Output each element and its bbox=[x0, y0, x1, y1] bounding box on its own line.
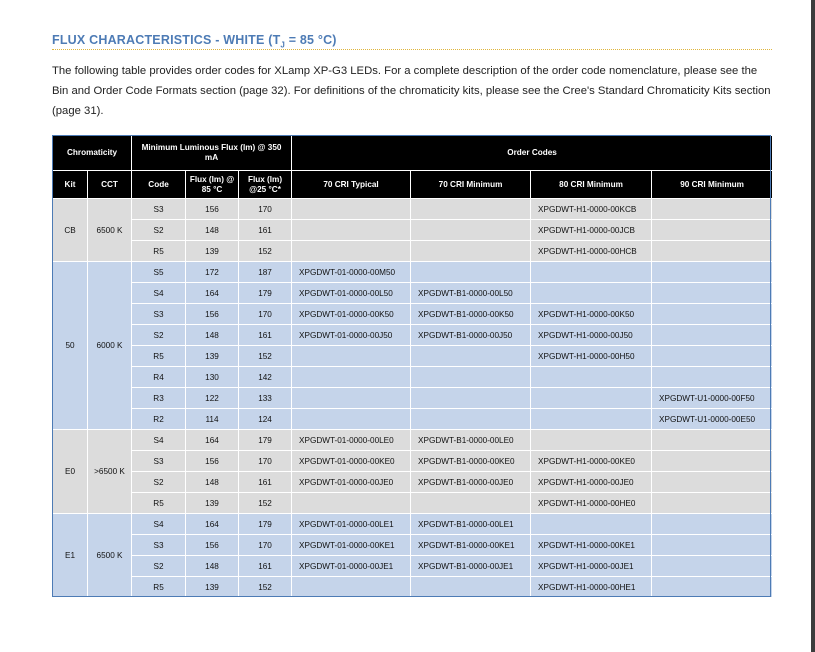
code-cell: S2 bbox=[132, 556, 186, 577]
cct-cell: 6000 K bbox=[88, 262, 132, 430]
intro-paragraph: The following table provides order codes for XLamp XP-G3 LEDs. For a complete description of the order code nomenclature, please see the Bin and Order Code Formats section (page 32). For definitions of the chromaticity kits, please see the Cree's Standard Chromaticity Kits section (page 31). bbox=[52, 65, 771, 117]
order-70-cri-minimum-cell: XPGDWT-B1-0000-00KE0 bbox=[411, 451, 531, 472]
order-90-cri-minimum-cell: XPGDWT-U1-0000-00E50 bbox=[652, 409, 773, 430]
order-90-cri-minimum-cell bbox=[652, 577, 773, 598]
flux-25-cell: 161 bbox=[239, 220, 292, 241]
order-70-cri-typical-cell bbox=[292, 346, 411, 367]
table-row bbox=[53, 472, 773, 493]
table-row bbox=[53, 325, 773, 346]
code-cell: R5 bbox=[132, 493, 186, 514]
code-cell: S4 bbox=[132, 430, 186, 451]
order-90-cri-minimum-cell bbox=[652, 472, 773, 493]
order-80-cri-minimum-cell: XPGDWT-H1-0000-00K50 bbox=[531, 304, 652, 325]
order-70-cri-typical-cell bbox=[292, 388, 411, 409]
order-70-cri-typical-cell: XPGDWT-01-0000-00JE0 bbox=[292, 472, 411, 493]
order-70-cri-typical-cell bbox=[292, 220, 411, 241]
table-row bbox=[53, 430, 773, 451]
flux-85-cell: 114 bbox=[186, 409, 239, 430]
order-80-cri-minimum-cell bbox=[531, 262, 652, 283]
order-90-cri-minimum-cell bbox=[652, 514, 773, 535]
table-row bbox=[53, 535, 773, 556]
table-row bbox=[53, 220, 773, 241]
order-90-cri-minimum-cell bbox=[652, 283, 773, 304]
order-70-cri-minimum-cell bbox=[411, 367, 531, 388]
flux-25-cell: 133 bbox=[239, 388, 292, 409]
order-70-cri-minimum-cell bbox=[411, 346, 531, 367]
table-row bbox=[53, 304, 773, 325]
flux-85-cell: 139 bbox=[186, 241, 239, 262]
table-row bbox=[53, 346, 773, 367]
order-70-cri-typical-cell bbox=[292, 409, 411, 430]
flux-85-cell: 139 bbox=[186, 346, 239, 367]
order-70-cri-typical-cell: XPGDWT-01-0000-00K50 bbox=[292, 304, 411, 325]
flux-25-cell: 187 bbox=[239, 262, 292, 283]
order-80-cri-minimum-cell bbox=[531, 367, 652, 388]
order-80-cri-minimum-cell bbox=[531, 514, 652, 535]
flux-85-cell: 164 bbox=[186, 430, 239, 451]
flux-25-cell: 161 bbox=[239, 556, 292, 577]
order-70-cri-minimum-cell bbox=[411, 388, 531, 409]
order-70-cri-typical-cell: XPGDWT-01-0000-00J50 bbox=[292, 325, 411, 346]
flux-85-cell: 164 bbox=[186, 514, 239, 535]
order-80-cri-minimum-cell: XPGDWT-H1-0000-00HE0 bbox=[531, 493, 652, 514]
cct-cell: 6500 K bbox=[88, 514, 132, 598]
order-70-cri-minimum-cell bbox=[411, 577, 531, 598]
page-edge bbox=[811, 0, 815, 652]
header-cct: CCT bbox=[88, 171, 132, 199]
code-cell: R2 bbox=[132, 409, 186, 430]
cct-cell: >6500 K bbox=[88, 430, 132, 514]
order-80-cri-minimum-cell: XPGDWT-H1-0000-00HE1 bbox=[531, 577, 652, 598]
order-70-cri-minimum-cell: XPGDWT-B1-0000-00LE0 bbox=[411, 430, 531, 451]
order-90-cri-minimum-cell bbox=[652, 325, 773, 346]
order-70-cri-typical-cell: XPGDWT-01-0000-00KE0 bbox=[292, 451, 411, 472]
code-cell: S2 bbox=[132, 220, 186, 241]
order-70-cri-minimum-cell: XPGDWT-B1-0000-00JE1 bbox=[411, 556, 531, 577]
section-heading: FLUX CHARACTERISTICS - WHITE ($T_J = 85$ °C) bbox=[52, 33, 337, 50]
code-cell: R4 bbox=[132, 367, 186, 388]
flux-25-cell: 179 bbox=[239, 283, 292, 304]
order-80-cri-minimum-cell: XPGDWT-H1-0000-00JCB bbox=[531, 220, 652, 241]
kit-cell: E0 bbox=[53, 430, 88, 514]
code-cell: S3 bbox=[132, 535, 186, 556]
header-70-cri-typical: 70 CRI Typical bbox=[292, 171, 411, 199]
order-90-cri-minimum-cell bbox=[652, 493, 773, 514]
kit-cell: 50 bbox=[53, 262, 88, 430]
order-70-cri-typical-cell: XPGDWT-01-0000-00JE1 bbox=[292, 556, 411, 577]
order-70-cri-minimum-cell bbox=[411, 262, 531, 283]
code-cell: S5 bbox=[132, 262, 186, 283]
flux-85-cell: 156 bbox=[186, 304, 239, 325]
flux-25-cell: 170 bbox=[239, 199, 292, 220]
flux-25-cell: 161 bbox=[239, 325, 292, 346]
flux-25-cell: 124 bbox=[239, 409, 292, 430]
header-min-flux: Minimum Luminous Flux (lm) @ 350 mA bbox=[132, 136, 292, 171]
order-70-cri-typical-cell: XPGDWT-01-0000-00KE1 bbox=[292, 535, 411, 556]
order-70-cri-minimum-cell: XPGDWT-B1-0000-00LE1 bbox=[411, 514, 531, 535]
order-70-cri-minimum-cell bbox=[411, 199, 531, 220]
flux-table-body bbox=[53, 199, 773, 598]
order-80-cri-minimum-cell bbox=[531, 409, 652, 430]
flux-85-cell: 156 bbox=[186, 451, 239, 472]
order-90-cri-minimum-cell bbox=[652, 367, 773, 388]
header-kit: Kit bbox=[53, 171, 88, 199]
table-row bbox=[53, 283, 773, 304]
header-order-codes: Order Codes bbox=[292, 136, 773, 171]
code-cell: S2 bbox=[132, 325, 186, 346]
table-row bbox=[53, 514, 773, 535]
table-row bbox=[53, 241, 773, 262]
order-70-cri-minimum-cell: XPGDWT-B1-0000-00J50 bbox=[411, 325, 531, 346]
order-70-cri-typical-cell: XPGDWT-01-0000-00L50 bbox=[292, 283, 411, 304]
flux-25-cell: 179 bbox=[239, 514, 292, 535]
order-70-cri-minimum-cell bbox=[411, 493, 531, 514]
kit-cell: E1 bbox=[53, 514, 88, 598]
order-80-cri-minimum-cell: XPGDWT-H1-0000-00KCB bbox=[531, 199, 652, 220]
code-cell: S3 bbox=[132, 199, 186, 220]
table-row bbox=[53, 199, 773, 220]
order-80-cri-minimum-cell bbox=[531, 388, 652, 409]
code-cell: R5 bbox=[132, 577, 186, 598]
table-row bbox=[53, 577, 773, 598]
order-80-cri-minimum-cell: XPGDWT-H1-0000-00JE0 bbox=[531, 472, 652, 493]
table-row bbox=[53, 367, 773, 388]
code-cell: R5 bbox=[132, 241, 186, 262]
flux-table bbox=[52, 135, 773, 598]
heading-divider bbox=[52, 49, 772, 50]
flux-85-cell: 122 bbox=[186, 388, 239, 409]
table-row bbox=[53, 493, 773, 514]
order-70-cri-minimum-cell bbox=[411, 409, 531, 430]
header-90-cri-minimum: 90 CRI Minimum bbox=[652, 171, 773, 199]
flux-25-cell: 161 bbox=[239, 472, 292, 493]
flux-85-cell: 139 bbox=[186, 577, 239, 598]
code-cell: R3 bbox=[132, 388, 186, 409]
code-cell: R5 bbox=[132, 346, 186, 367]
order-80-cri-minimum-cell bbox=[531, 430, 652, 451]
kit-cell: CB bbox=[53, 199, 88, 262]
cct-cell: 6500 K bbox=[88, 199, 132, 262]
flux-85-cell: 172 bbox=[186, 262, 239, 283]
order-80-cri-minimum-cell: XPGDWT-H1-0000-00H50 bbox=[531, 346, 652, 367]
flux-85-cell: 164 bbox=[186, 283, 239, 304]
order-90-cri-minimum-cell: XPGDWT-U1-0000-00F50 bbox=[652, 388, 773, 409]
flux-85-cell: 148 bbox=[186, 325, 239, 346]
order-90-cri-minimum-cell bbox=[652, 556, 773, 577]
order-70-cri-typical-cell: XPGDWT-01-0000-00LE1 bbox=[292, 514, 411, 535]
flux-25-cell: 179 bbox=[239, 430, 292, 451]
order-70-cri-typical-cell bbox=[292, 577, 411, 598]
order-70-cri-typical-cell bbox=[292, 241, 411, 262]
flux-25-cell: 152 bbox=[239, 346, 292, 367]
flux-85-cell: 148 bbox=[186, 556, 239, 577]
order-80-cri-minimum-cell: XPGDWT-H1-0000-00J50 bbox=[531, 325, 652, 346]
flux-25-cell: 152 bbox=[239, 241, 292, 262]
header-flux-25: Flux (lm) @25 °C* bbox=[239, 171, 292, 199]
code-cell: S2 bbox=[132, 472, 186, 493]
code-cell: S3 bbox=[132, 451, 186, 472]
header-flux-85: Flux (lm) @ 85 °C bbox=[186, 171, 239, 199]
order-80-cri-minimum-cell: XPGDWT-H1-0000-00KE0 bbox=[531, 451, 652, 472]
order-70-cri-minimum-cell bbox=[411, 241, 531, 262]
table-row bbox=[53, 556, 773, 577]
order-90-cri-minimum-cell bbox=[652, 220, 773, 241]
flux-85-cell: 148 bbox=[186, 472, 239, 493]
flux-85-cell: 148 bbox=[186, 220, 239, 241]
order-70-cri-typical-cell: XPGDWT-01-0000-00LE0 bbox=[292, 430, 411, 451]
table-row bbox=[53, 262, 773, 283]
order-70-cri-typical-cell bbox=[292, 199, 411, 220]
order-70-cri-typical-cell bbox=[292, 367, 411, 388]
order-90-cri-minimum-cell bbox=[652, 451, 773, 472]
flux-85-cell: 156 bbox=[186, 199, 239, 220]
table-row bbox=[53, 388, 773, 409]
order-90-cri-minimum-cell bbox=[652, 304, 773, 325]
header-chromaticity: Chromaticity bbox=[53, 136, 132, 171]
code-cell: S4 bbox=[132, 283, 186, 304]
order-90-cri-minimum-cell bbox=[652, 430, 773, 451]
code-cell: S3 bbox=[132, 304, 186, 325]
flux-25-cell: 170 bbox=[239, 451, 292, 472]
order-70-cri-minimum-cell bbox=[411, 220, 531, 241]
order-70-cri-typical-cell bbox=[292, 493, 411, 514]
order-70-cri-minimum-cell: XPGDWT-B1-0000-00L50 bbox=[411, 283, 531, 304]
order-90-cri-minimum-cell bbox=[652, 262, 773, 283]
order-80-cri-minimum-cell: XPGDWT-H1-0000-00JE1 bbox=[531, 556, 652, 577]
code-cell: S4 bbox=[132, 514, 186, 535]
flux-25-cell: 170 bbox=[239, 304, 292, 325]
order-80-cri-minimum-cell bbox=[531, 283, 652, 304]
table-row bbox=[53, 409, 773, 430]
order-70-cri-minimum-cell: XPGDWT-B1-0000-00JE0 bbox=[411, 472, 531, 493]
flux-25-cell: 142 bbox=[239, 367, 292, 388]
order-70-cri-minimum-cell: XPGDWT-B1-0000-00KE1 bbox=[411, 535, 531, 556]
order-90-cri-minimum-cell bbox=[652, 241, 773, 262]
header-code: Code bbox=[132, 171, 186, 199]
flux-25-cell: 170 bbox=[239, 535, 292, 556]
flux-85-cell: 156 bbox=[186, 535, 239, 556]
flux-85-cell: 130 bbox=[186, 367, 239, 388]
flux-85-cell: 139 bbox=[186, 493, 239, 514]
header-70-cri-minimum: 70 CRI Minimum bbox=[411, 171, 531, 199]
flux-25-cell: 152 bbox=[239, 577, 292, 598]
flux-25-cell: 152 bbox=[239, 493, 292, 514]
order-70-cri-typical-cell: XPGDWT-01-0000-00M50 bbox=[292, 262, 411, 283]
order-70-cri-minimum-cell: XPGDWT-B1-0000-00K50 bbox=[411, 304, 531, 325]
order-80-cri-minimum-cell: XPGDWT-H1-0000-00HCB bbox=[531, 241, 652, 262]
order-90-cri-minimum-cell bbox=[652, 535, 773, 556]
order-80-cri-minimum-cell: XPGDWT-H1-0000-00KE1 bbox=[531, 535, 652, 556]
order-90-cri-minimum-cell bbox=[652, 199, 773, 220]
header-80-cri-minimum: 80 CRI Minimum bbox=[531, 171, 652, 199]
order-90-cri-minimum-cell bbox=[652, 346, 773, 367]
table-row bbox=[53, 451, 773, 472]
